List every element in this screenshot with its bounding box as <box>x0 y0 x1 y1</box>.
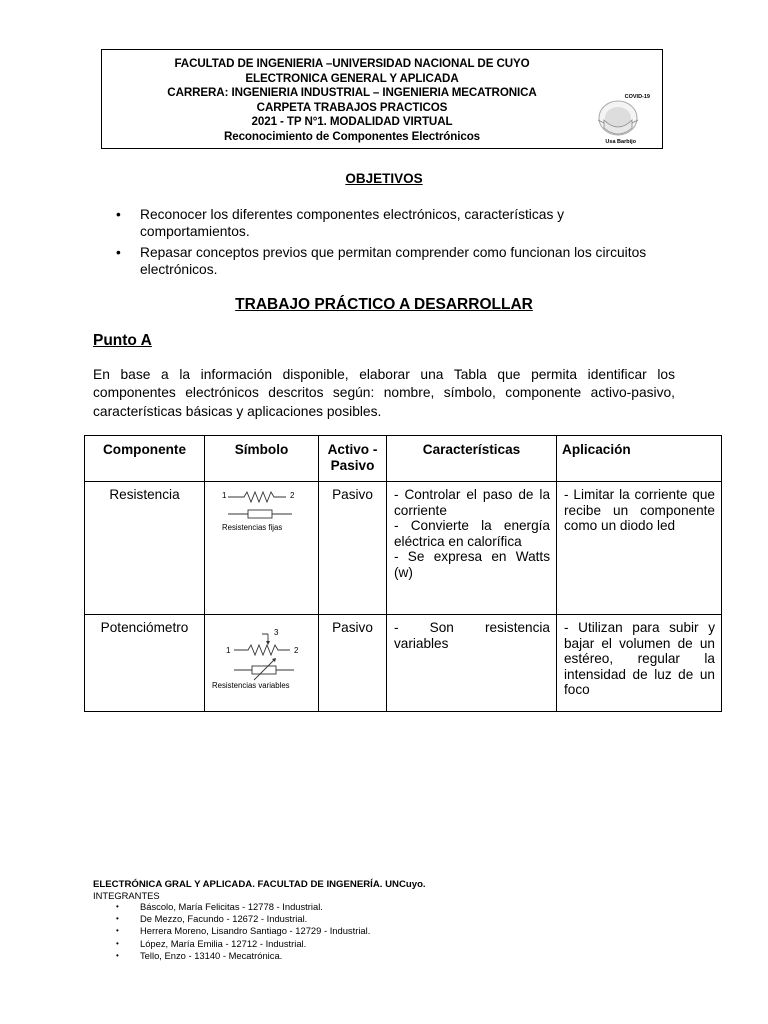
cell-aplicacion: - Utilizan para subir y bajar el volumen de un estéreo, regular la intensidad de luz de un foco <box>557 615 722 712</box>
cell-componente: Potenciómetro <box>85 615 205 712</box>
bullet-icon: • <box>116 245 121 260</box>
member-item <box>116 950 370 962</box>
pin-3-label: 3 <box>274 628 279 637</box>
footer-subtitle: INTEGRANTES <box>93 890 160 901</box>
tp-heading: TRABAJO PRÁCTICO A DESARROLLAR <box>235 296 533 313</box>
pin-1-label: 1 <box>226 646 231 655</box>
fixed-resistor-symbol <box>214 489 310 533</box>
covid-caption: Usa Barbijo <box>605 139 636 145</box>
header-line-folder: CARPETA TRABAJOS PRACTICOS <box>256 100 448 114</box>
header-componente: Componente <box>85 436 205 482</box>
cell-simbolo <box>205 482 319 615</box>
caracteristica-line: - Convierte la energía eléctrica en calorífica <box>394 518 550 549</box>
header-line-subject: ELECTRONICA GENERAL Y APLICADA <box>245 71 459 85</box>
cell-tipo: Pasivo <box>319 482 387 615</box>
objetivos-heading: OBJETIVOS <box>345 171 423 186</box>
objetivos-list <box>116 207 656 283</box>
document-header <box>101 49 663 149</box>
table-row <box>85 482 722 615</box>
member-item <box>116 938 370 950</box>
header-line-topic: Reconocimiento de Componentes Electrónicos <box>223 129 481 143</box>
cell-componente: Resistencia <box>85 482 205 615</box>
objetivo-item <box>116 245 656 278</box>
components-table <box>84 435 722 712</box>
bullet-icon: • <box>116 938 119 948</box>
pin-2-label: 2 <box>294 646 299 655</box>
pin-2-label: 2 <box>289 491 294 500</box>
table-row <box>85 615 722 712</box>
variable-resistor-symbol <box>210 622 318 694</box>
bullet-icon: • <box>116 902 119 911</box>
member-text: De Mezzo, Facundo - 12672 - Industrial. <box>140 913 308 925</box>
objetivo-text: Reconocer los diferentes componentes electrónicos, características y comportamientos. <box>140 207 565 239</box>
member-text: López, María Emilia - 12712 - Industrial. <box>140 937 307 949</box>
header-caracteristicas: Características <box>387 436 557 482</box>
cell-aplicacion: - Limitar la corriente que recibe un componente como un diodo led <box>557 482 722 615</box>
member-item <box>116 913 370 925</box>
bullet-icon: • <box>116 950 119 960</box>
member-text: Tello, Enzo - 13140 - Mecatrónica. <box>140 949 283 961</box>
header-activo-pasivo: Activo - Pasivo <box>319 436 387 482</box>
header-line-university: FACULTAD DE INGENIERIA –UNIVERSIDAD NACIONAL DE CUYO <box>174 57 530 70</box>
member-text: Báscolo, María Felicitas - 12778 - Industrial. <box>140 901 323 912</box>
member-item <box>116 925 370 937</box>
pin-1-label: 1 <box>221 491 226 500</box>
footer-title: ELECTRÓNICA GRAL Y APLICADA. FACULTAD DE INGENERÍA. UNCuyo. <box>93 879 426 890</box>
cell-simbolo <box>205 615 319 712</box>
header-aplicacion: Aplicación <box>557 436 722 482</box>
caracteristica-line: - Son resistencia variables <box>394 620 550 651</box>
punto-a-paragraph: En base a la información disponible, elaborar una Tabla que permita identificar los componentes electrónicos descritos según: nombre, símbolo, componente activo-pasivo, características básicas y aplicaciones posibles. <box>93 367 675 419</box>
cell-tipo: Pasivo <box>319 615 387 712</box>
bullet-icon: • <box>116 207 121 222</box>
table-header-row <box>85 436 722 482</box>
member-text: Herrera Moreno, Lisandro Santiago - 12729 - Industrial. <box>140 925 371 937</box>
punto-a-heading: Punto A <box>93 332 152 349</box>
cell-caracteristicas <box>387 482 557 615</box>
header-line-tp: 2021 - TP N°1. MODALIDAD VIRTUAL <box>251 115 453 129</box>
bullet-icon: • <box>116 926 119 936</box>
symbol-caption: Resistencias variables <box>212 681 290 690</box>
objetivo-item <box>116 207 656 240</box>
header-lines <box>102 57 602 145</box>
cell-caracteristicas <box>387 615 557 712</box>
header-simbolo: Símbolo <box>205 436 319 482</box>
members-list <box>116 901 370 962</box>
member-item <box>116 901 370 913</box>
objetivo-text: Repasar conceptos previos que permitan comprender como funcionan los circuitos electrónicos. <box>140 245 647 277</box>
symbol-caption: Resistencias fijas <box>221 523 282 532</box>
header-line-career: CARRERA: INGENIERIA INDUSTRIAL – INGENIERIA MECATRONICA <box>167 86 537 100</box>
bullet-icon: • <box>116 914 119 924</box>
caracteristica-line: - Controlar el paso de la corriente <box>394 487 550 518</box>
caracteristica-line: - Se expresa en Watts (w) <box>394 549 550 580</box>
covid-label: COVID-19 <box>624 94 650 100</box>
